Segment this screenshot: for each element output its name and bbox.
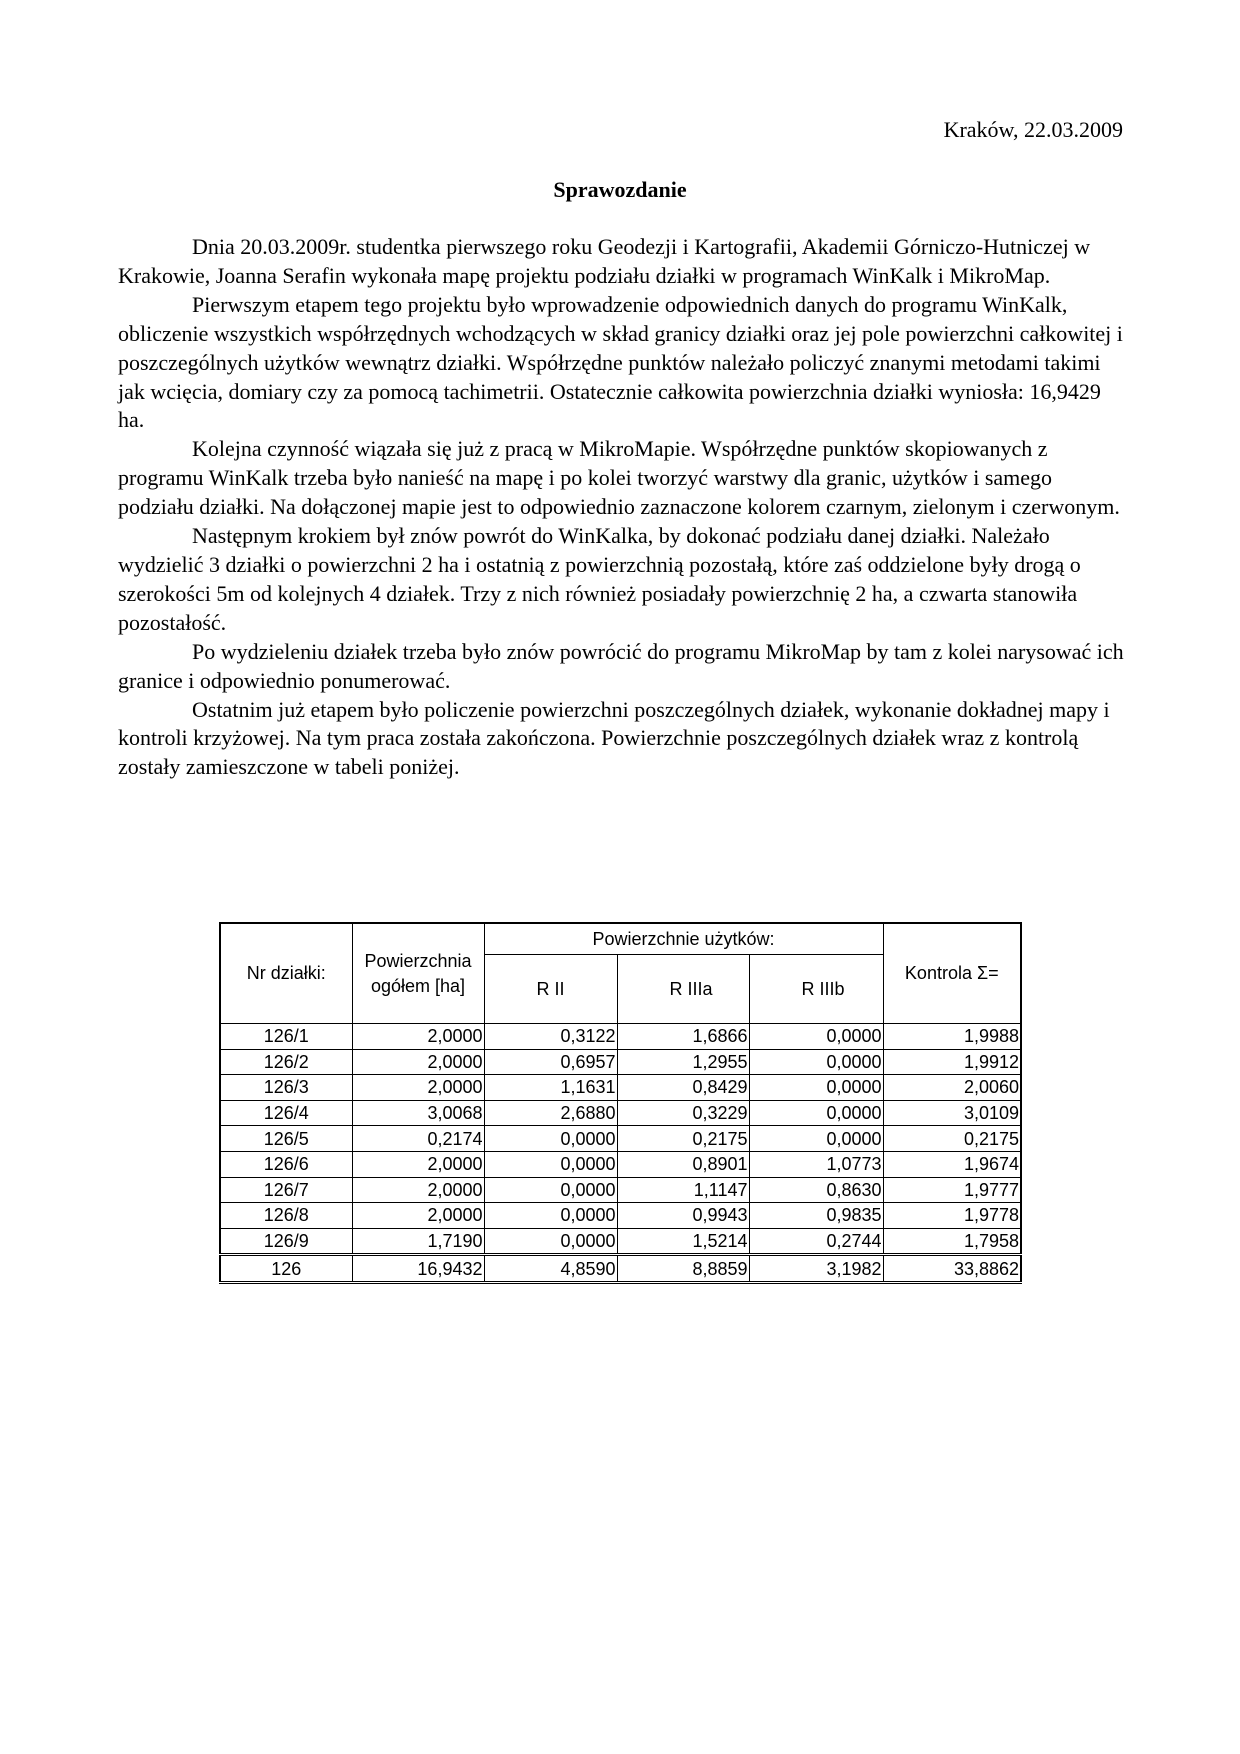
cell-r3b: 0,0000	[749, 1024, 883, 1050]
cell-r3b: 1,0773	[749, 1151, 883, 1177]
document-title: Sprawozdanie	[553, 177, 687, 202]
cell-total-area: 2,0000	[352, 1177, 484, 1203]
cell-nr: 126/4	[220, 1100, 352, 1126]
cell-nr: 126/3	[220, 1075, 352, 1101]
cell-r3a: 0,8429	[617, 1075, 749, 1101]
cell-r3b: 0,2744	[749, 1228, 883, 1255]
area-table-wrapper	[219, 922, 1020, 1284]
table-row	[220, 1049, 1021, 1075]
header-total-area: Powierzchnia ogółem [ha]	[352, 923, 484, 1024]
cell-r3b: 0,0000	[749, 1126, 883, 1152]
cell-r3a: 8,8859	[617, 1255, 749, 1283]
cell-nr: 126/2	[220, 1049, 352, 1075]
table-total-row	[220, 1255, 1021, 1283]
table-row	[220, 1203, 1021, 1229]
cell-r2: 0,0000	[484, 1126, 617, 1152]
cell-control: 3,0109	[883, 1100, 1021, 1126]
cell-control: 1,9988	[883, 1024, 1021, 1050]
cell-r2: 1,1631	[484, 1075, 617, 1101]
cell-nr: 126/7	[220, 1177, 352, 1203]
table-header	[220, 923, 1021, 1024]
cell-nr: 126/9	[220, 1228, 352, 1255]
cell-total-area: 3,0068	[352, 1100, 484, 1126]
cell-r3b: 3,1982	[749, 1255, 883, 1283]
cell-r2: 0,6957	[484, 1049, 617, 1075]
cell-nr: 126/1	[220, 1024, 352, 1050]
header-r3a: R IIIa	[617, 955, 749, 1024]
cell-control: 2,0060	[883, 1075, 1021, 1101]
paragraph-1: Dnia 20.03.2009r. studentka pierwszego roku Geodezji i Kartografii, Akademii Górniczo-Hutniczej w Krakowie, Joanna Serafin wykonała mapę projektu podziału działki w programach WinKalk i MikroMap.	[118, 234, 1091, 288]
cell-total-area: 2,0000	[352, 1203, 484, 1229]
cell-control: 0,2175	[883, 1126, 1021, 1152]
cell-r2: 0,0000	[484, 1151, 617, 1177]
table-row	[220, 1024, 1021, 1050]
header-r3b: R IIIb	[749, 955, 883, 1024]
cell-nr: 126/8	[220, 1203, 352, 1229]
paragraph-5: Po wydzieleniu działek trzeba było znów powrócić do programu MikroMap by tam z kolei narysować ich granice i odpowiednio ponumerować.	[118, 638, 1124, 693]
cell-total-area: 0,2174	[352, 1126, 484, 1152]
cell-r3a: 0,2175	[617, 1126, 749, 1152]
cell-control: 1,7958	[883, 1228, 1021, 1255]
cell-r3a: 1,2955	[617, 1049, 749, 1075]
cell-r3a: 1,1147	[617, 1177, 749, 1203]
cell-r3a: 0,3229	[617, 1100, 749, 1126]
header-land-use-group: Powierzchnie użytków:	[484, 923, 883, 955]
cell-r3b: 0,8630	[749, 1177, 883, 1203]
cell-control: 33,8862	[883, 1255, 1021, 1283]
paragraph-6: Ostatnim już etapem było policzenie powierzchni poszczególnych działek, wykonanie dokładnej mapy i kontroli krzyżowej. Na tym praca została zakończona. Powierzchnie poszczególnych działek wraz z kontrolą zostały zamieszczone w tabeli poniżej.	[118, 696, 1110, 780]
cell-r2: 0,0000	[484, 1177, 617, 1203]
cell-r3a: 1,6866	[617, 1024, 749, 1050]
cell-nr: 126/6	[220, 1151, 352, 1177]
table-row	[220, 1177, 1021, 1203]
paragraph-4: Następnym krokiem był znów powrót do WinKalka, by dokonać podziału danej działki. Należało wydzielić 3 działki o powierzchni 2 ha i ostatnią z powierzchnią pozostałą, które zaś oddzielone były drogą o szerokości 5m od kolejnych 4 działek. Trzy z nich również posiadały powierzchnię 2 ha, a czwarta stanowiła pozostałość.	[118, 523, 1081, 635]
cell-control: 1,9912	[883, 1049, 1021, 1075]
cell-r2: 2,6880	[484, 1100, 617, 1126]
table-row	[220, 1151, 1021, 1177]
cell-r2: 4,8590	[484, 1255, 617, 1283]
cell-r3b: 0,0000	[749, 1100, 883, 1126]
header-r2: R II	[484, 955, 617, 1024]
cell-control: 1,9674	[883, 1151, 1021, 1177]
cell-r3a: 0,9943	[617, 1203, 749, 1229]
cell-r2: 0,0000	[484, 1203, 617, 1229]
cell-nr: 126	[220, 1255, 352, 1283]
cell-r2: 0,0000	[484, 1228, 617, 1255]
cell-total-area: 2,0000	[352, 1151, 484, 1177]
area-table	[219, 922, 1022, 1284]
cell-r3b: 0,0000	[749, 1075, 883, 1101]
table-row	[220, 1126, 1021, 1152]
table-row	[220, 1228, 1021, 1255]
cell-r3a: 1,5214	[617, 1228, 749, 1255]
cell-control: 1,9777	[883, 1177, 1021, 1203]
cell-r3a: 0,8901	[617, 1151, 749, 1177]
cell-total-area: 2,0000	[352, 1024, 484, 1050]
report-body	[118, 233, 1130, 782]
table-row	[220, 1075, 1021, 1101]
cell-total-area: 2,0000	[352, 1049, 484, 1075]
date-line: Kraków, 22.03.2009	[943, 117, 1123, 142]
cell-r3b: 0,0000	[749, 1049, 883, 1075]
header-nr: Nr działki:	[220, 923, 352, 1024]
cell-total-area: 16,9432	[352, 1255, 484, 1283]
cell-control: 1,9778	[883, 1203, 1021, 1229]
cell-r3b: 0,9835	[749, 1203, 883, 1229]
paragraph-3: Kolejna czynność wiązała się już z pracą w MikroMapie. Współrzędne punktów skopiowanych z programu WinKalk trzeba było nanieść na mapę i po kolei tworzyć warstwy dla granic, użytków i samego podziału działki. Na dołączonej mapie jest to odpowiednio zaznaczone kolorem czarnym, zielonym i czerwonym.	[118, 436, 1120, 520]
cell-total-area: 1,7190	[352, 1228, 484, 1255]
table-row	[220, 1100, 1021, 1126]
header-control-sum: Kontrola Σ=	[883, 923, 1021, 1024]
paragraph-2: Pierwszym etapem tego projektu było wprowadzenie odpowiednich danych do programu WinKalk, obliczenie wszystkich współrzędnych wchodzących w skład granicy działki oraz jej pole powierzchni całkowitej i poszczególnych użytków wewnątrz działki. Współrzędne punktów należało policzyć znanymi metodami takimi jak wcięcia, domiary czy za pomocą tachimetrii. Ostatecznie całkowita powierzchnia działki wyniosła: 16,9429 ha.	[118, 291, 1123, 433]
cell-r2: 0,3122	[484, 1024, 617, 1050]
cell-nr: 126/5	[220, 1126, 352, 1152]
cell-total-area: 2,0000	[352, 1075, 484, 1101]
table-body	[220, 1024, 1021, 1283]
